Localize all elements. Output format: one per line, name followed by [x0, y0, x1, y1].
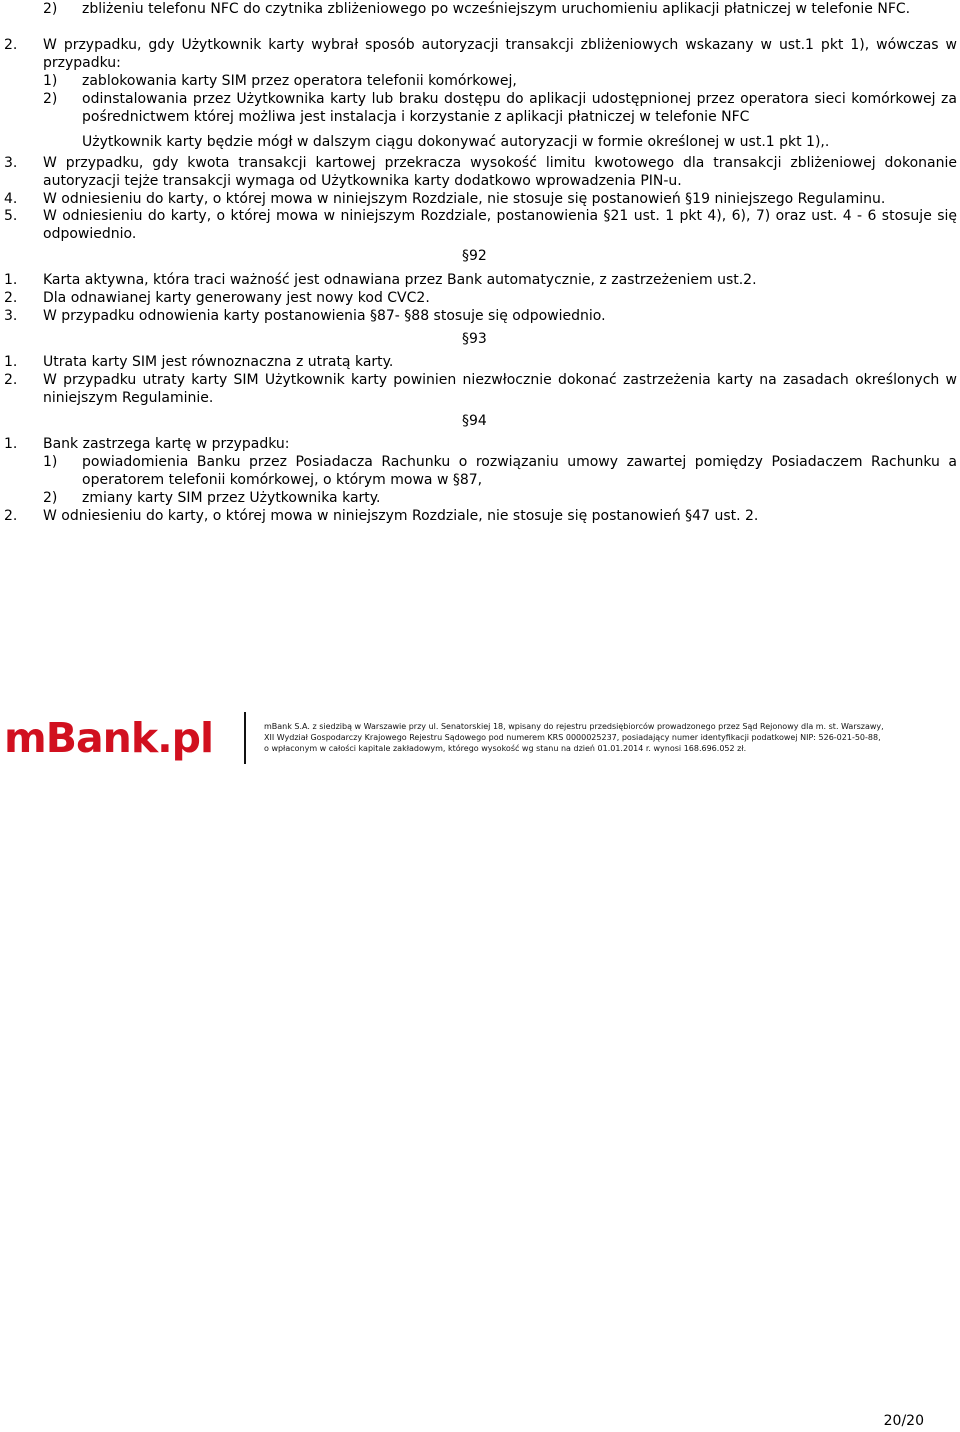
item-text — [43, 190, 957, 208]
item-number: 2) — [43, 1, 58, 17]
subitem-number: 2) — [43, 490, 58, 506]
footer-line: o wpłaconym w całości kapitale zakładowym, którego wysokość wg stanu na dzień 01.01.2014 r. wynosi 168.696.052 zł. — [264, 744, 747, 753]
item-text: W odniesieniu do karty, o której mowa w niniejszym Rozdziale, nie stosuje się postanowień §47 ust. 2. — [43, 508, 759, 524]
item-text: W przypadku utraty karty SIM Użytkownik karty powinien niezwłocznie dokonać zastrzeżenia karty na zasadach określonych w niniejszym Regulaminie. — [43, 372, 957, 406]
item-number: 2. — [4, 37, 18, 53]
footer-divider — [244, 712, 246, 764]
footer-line: mBank S.A. z siedzibą w Warszawie przy ul. Senatorskiej 18, wpisany do rejestru przedsiębiorców prowadzonego przez Sąd Rejonowy dla m. st. Warszawy, — [264, 722, 884, 731]
item-number: 2. — [4, 290, 18, 306]
footer-line: XII Wydział Gospodarczy Krajowego Rejestru Sądowego pod numerem KRS 0000025237, posiadający numer identyfikacji podatkowej NIP: 526-021-50-88, — [264, 733, 881, 742]
item-number: 1. — [4, 436, 18, 452]
subitem-text: powiadomienia Banku przez Posiadacza Rachunku o rozwiązaniu umowy zawartej pomiędzy Posiadaczem Rachunku a operatorem telefonii komórkowej, o którym mowa w §87, — [82, 454, 957, 488]
subitem-number: 2) — [43, 91, 58, 107]
mbank-logo: mBank.pl — [4, 714, 214, 762]
footer-legal-text — [264, 721, 884, 754]
item-text: W przypadku, gdy Użytkownik karty wybrał sposób autoryzacji transakcji zbliżeniowych wskazany w ust.1 pkt 1), wówczas w przypadku: — [43, 37, 957, 71]
item-text: W przypadku odnowienia karty postanowienia §87- §88 stosuje się odpowiednio. — [43, 308, 606, 324]
item-number: 1. — [4, 272, 18, 288]
item-text: W odniesieniu do karty, o której mowa w niniejszym Rozdziale, postanowienia §21 ust. 1 pkt 4), 6), 7) oraz ust. 4 - 6 stosuje się odpowiednio. — [43, 208, 957, 242]
subitem-number: 1) — [43, 454, 58, 470]
item-number: 2. — [4, 508, 18, 524]
item-text: Dla odnawianej karty generowany jest nowy kod CVC2. — [43, 290, 430, 306]
subitem-text: zablokowania karty SIM przez operatora telefonii komórkowej, — [82, 73, 517, 89]
subitem-text: zmiany karty SIM przez Użytkownika karty. — [82, 490, 381, 506]
subitem-number: 1) — [43, 73, 58, 89]
item-text-part: W odniesieniu do karty, o której mowa w niniejszym Rozdziale, nie stosuje się postanowień §19 niniejszego Regulaminu. — [43, 191, 886, 207]
item-text: zbliżeniu telefonu NFC do czytnika zbliżeniowego po wcześniejszym uruchomieniu aplikacji płatniczej w telefonie NFC. — [82, 1, 911, 17]
item-text: Karta aktywna, która traci ważność jest odnawiana przez Bank automatycznie, z zastrzeżeniem ust.2. — [43, 272, 757, 288]
section-heading-text: §93 — [462, 331, 487, 347]
item-number: 3. — [4, 155, 18, 171]
item-text: Utrata karty SIM jest równoznaczna z utratą karty. — [43, 354, 394, 370]
subitem-text: odinstalowania przez Użytkownika karty lub braku dostępu do aplikacji udostępnionej przez operatora sieci komórkowej za pośrednictwem której możliwa jest instalacja i korzystanie z aplikacji płatniczej w telefonie NFC — [82, 91, 957, 125]
item-number: 4. — [4, 191, 18, 207]
item-text: Bank zastrzega kartę w przypadku: — [43, 436, 290, 452]
item-number: 1. — [4, 354, 18, 370]
section-heading-text: §94 — [462, 413, 487, 429]
item-number: 3. — [4, 308, 18, 324]
page-number: 20/20 — [883, 1413, 924, 1429]
item-number: 2. — [4, 372, 18, 388]
item-number: 5. — [4, 208, 18, 224]
section-heading-text: §92 — [462, 248, 487, 264]
tail-text: Użytkownik karty będzie mógł w dalszym ciągu dokonywać autoryzacji w formie określonej w ust.1 pkt 1),. — [82, 134, 830, 150]
item-text: W przypadku, gdy kwota transakcji kartowej przekracza wysokość limitu kwotowego dla transakcji zbliżeniowej dokonanie autoryzacji tejże transakcji wymaga od Użytkownika karty dodatkowo wprowadzenia PIN-u. — [43, 155, 957, 189]
